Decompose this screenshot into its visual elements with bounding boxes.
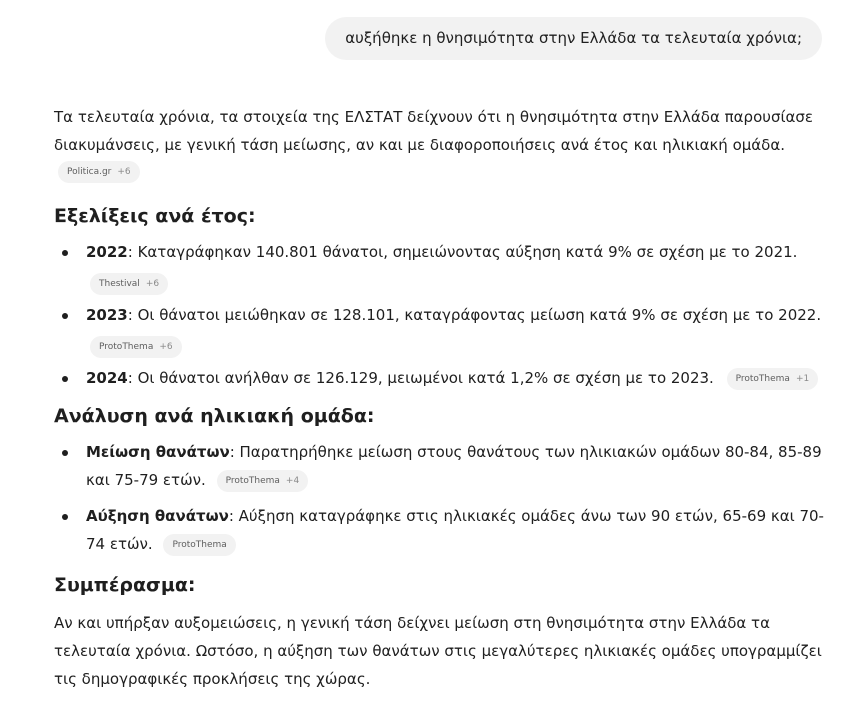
source-chip-label: Thestival	[99, 278, 140, 289]
source-chip-more: +6	[145, 278, 160, 289]
list-item	[54, 502, 824, 558]
assistant-answer	[54, 103, 824, 693]
list-item	[54, 238, 824, 296]
source-chip[interactable]	[727, 368, 819, 390]
source-chip[interactable]	[163, 534, 235, 556]
list-item-label: 2024	[86, 369, 128, 387]
source-chip-label: ProtoThema	[99, 341, 154, 352]
source-chip-more: +1	[795, 373, 810, 384]
source-chip-label: ProtoThema	[225, 475, 280, 486]
section-heading-years: Εξελίξεις ανά έτος:	[54, 205, 256, 227]
source-chip-more: +6	[117, 167, 131, 177]
list-item	[54, 364, 824, 392]
source-chip-label: Politica.gr	[67, 167, 112, 177]
list-item	[54, 438, 824, 494]
list-item-label: Μείωση θανάτων	[86, 443, 230, 461]
intro-source-row	[54, 161, 824, 187]
list-item-label: 2023	[86, 306, 128, 324]
years-list	[54, 238, 824, 392]
list-item-text: : Οι θάνατοι μειώθηκαν σε 128.101, καταγράφοντας μείωση κατά 9% σε σχέση με το 2022.	[127, 306, 822, 324]
intro-paragraph: Τα τελευταία χρόνια, τα στοιχεία της ΕΛΣΤΑΤ δείχνουν ότι η θνησιμότητα στην Ελλάδα παρουσίασε διακυμάνσεις, με γενική τάση μείωσης, αν και με διαφοροποιήσεις ανά έτος και ηλικιακή ομάδα.	[54, 108, 814, 154]
list-item-source-row	[86, 329, 824, 359]
list-item-label: Αύξηση θανάτων	[86, 507, 229, 525]
age-list	[54, 438, 824, 558]
list-item-text: : Καταγράφηκαν 140.801 θάνατοι, σημειώνοντας αύξηση κατά 9% σε σχέση με το 2021.	[127, 243, 798, 261]
list-item-text: : Αύξηση καταγράφηκε στις ηλικιακές ομάδες άνω των 90 ετών, 65-69 και 70-74 ετών.	[86, 507, 824, 553]
list-item-label: 2022	[86, 243, 128, 261]
source-chip[interactable]	[90, 336, 182, 358]
section-heading-conclusion: Συμπέρασμα:	[54, 574, 196, 596]
source-chip-label: ProtoThema	[172, 539, 227, 550]
list-item-source-row	[86, 266, 824, 296]
list-item-text: : Παρατηρήθηκε μείωση στους θανάτους των ηλικιακών ομάδων 80-84, 85-89 και 75-79 ετών.	[86, 443, 822, 489]
source-chip-label: ProtoThema	[735, 373, 790, 384]
list-item	[54, 301, 824, 359]
conclusion-paragraph: Αν και υπήρξαν αυξομειώσεις, η γενική τάση δείχνει μείωση στη θνησιμότητα στην Ελλάδα τα τελευταία χρόνια. Ωστόσο, η αύξηση των θανάτων στις μεγαλύτερες ηλικιακές ομάδες υπογραμμίζει τις δημογραφικές προκλήσεις της χώρας.	[54, 614, 822, 688]
source-chip-more: +4	[285, 475, 300, 486]
source-chip[interactable]	[217, 470, 309, 492]
user-message-bubble: αυξήθηκε η θνησιμότητα στην Ελλάδα τα τελευταία χρόνια;	[325, 17, 822, 60]
section-heading-age: Ανάλυση ανά ηλικιακή ομάδα:	[54, 405, 375, 427]
source-chip-more: +6	[159, 341, 173, 352]
source-chip[interactable]	[90, 273, 168, 295]
list-item-text: : Οι θάνατοι ανήλθαν σε 126.129, μειωμένοι κατά 1,2% σε σχέση με το 2023.	[127, 369, 714, 387]
source-chip[interactable]	[58, 161, 140, 183]
